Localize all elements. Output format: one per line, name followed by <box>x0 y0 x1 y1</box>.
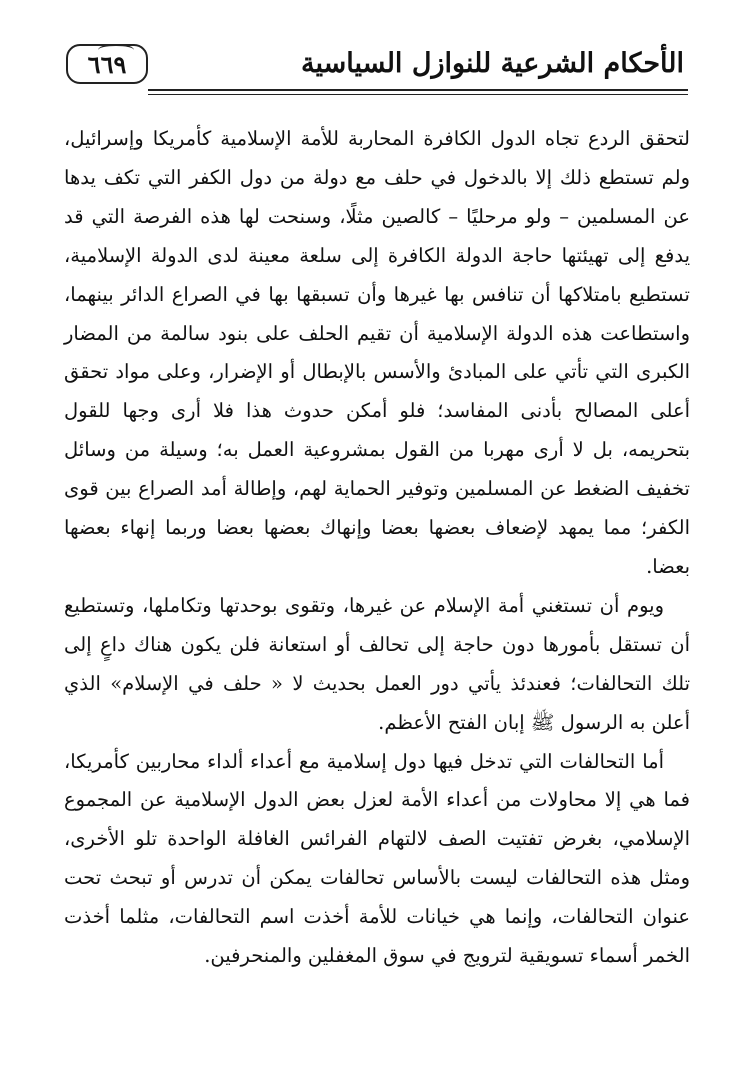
header-rule <box>148 89 688 91</box>
page-number-frame <box>66 44 148 84</box>
page-body <box>64 120 690 976</box>
header-rule-thin <box>148 94 688 95</box>
page-number: ٦٦٩ <box>87 49 127 79</box>
frame-ornament <box>98 44 134 56</box>
page-header <box>60 36 688 98</box>
paragraph: أما التحالفات التي تدخل فيها دول إسلامية مع أعداء ألداء محاربين كأمريكا، فما هي إلا محاولات من أعداء الأمة لعزل بعض الدول الإسلامية عن المجموع الإسلامي، بغرض تفتيت الصف لالتهام الفرائس الغافلة الواحدة تلو الأخرى، ومثل هذه التحالفات ليست بالأساس تحالفات يمكن أن تدرس أو تبحث تحت عنوان التحالفات، وإنما هي خيانات للأمة أخذت اسم التحالفات، مثلما أخذت الخمر أسماء تسويقية لترويج في سوق المغفلين والمنحرفين. <box>64 749 690 968</box>
paragraph: لتحقق الردع تجاه الدول الكافرة المحاربة للأمة الإسلامية كأمريكا وإسرائيل، ولم تستطع ذلك إلا بالدخول في حلف مع دولة من دول الكفر التي تكف يدها عن المسلمين – ولو مرحليًا – كالصين مثلًا، وسنحت لها هذه الفرصة التي قد يدفع إلى تهيئتها حاجة الدولة الكافرة إلى سلعة معينة لدى الدولة الإسلامية، تستطيع بامتلاكها أن تنافس بها غيرها وأن تسبقها بها في الصراع الدائر بينهما، واستطاعت هذه الدولة الإسلامية أن تقيم الحلف على بنود سالمة من المضار الكبرى التي تأتي على المبادئ والأسس بالإبطال أو الإضرار، وعلى مواد تحقق أعلى المصالح بأدنى المفاسد؛ فلو أمكن حدوث هذا فلا أرى وجها للقول بتحريمه، بل لا أرى مهربا من القول بمشروعية العمل به؛ وسيلة من وسائل تخفيف الضغط عن المسلمين وتوفير الحماية لهم، وإطالة أمد الصراع بين قوى الكفر؛ مما يمهد لإضعاف بعضها بعضا وإنهاك بعضها بعضا وربما إنهاء بعضها بعضا. <box>64 127 690 578</box>
paragraph: ويوم أن تستغني أمة الإسلام عن غيرها، وتقوى بوحدتها وتكاملها، وتستطيع أن تستقل بأمورها دون حاجة إلى تحالف أو استعانة فلن يكون هناك داعٍ إلى تلك التحالفات؛ فعندئذ يأتي دور العمل بحديث لا « حلف في الإسلام» الذي أعلن به الرسول ﷺ إبان الفتح الأعظم. <box>64 593 690 734</box>
running-title: الأحكام الشرعية للنوازل السياسية <box>301 48 684 79</box>
